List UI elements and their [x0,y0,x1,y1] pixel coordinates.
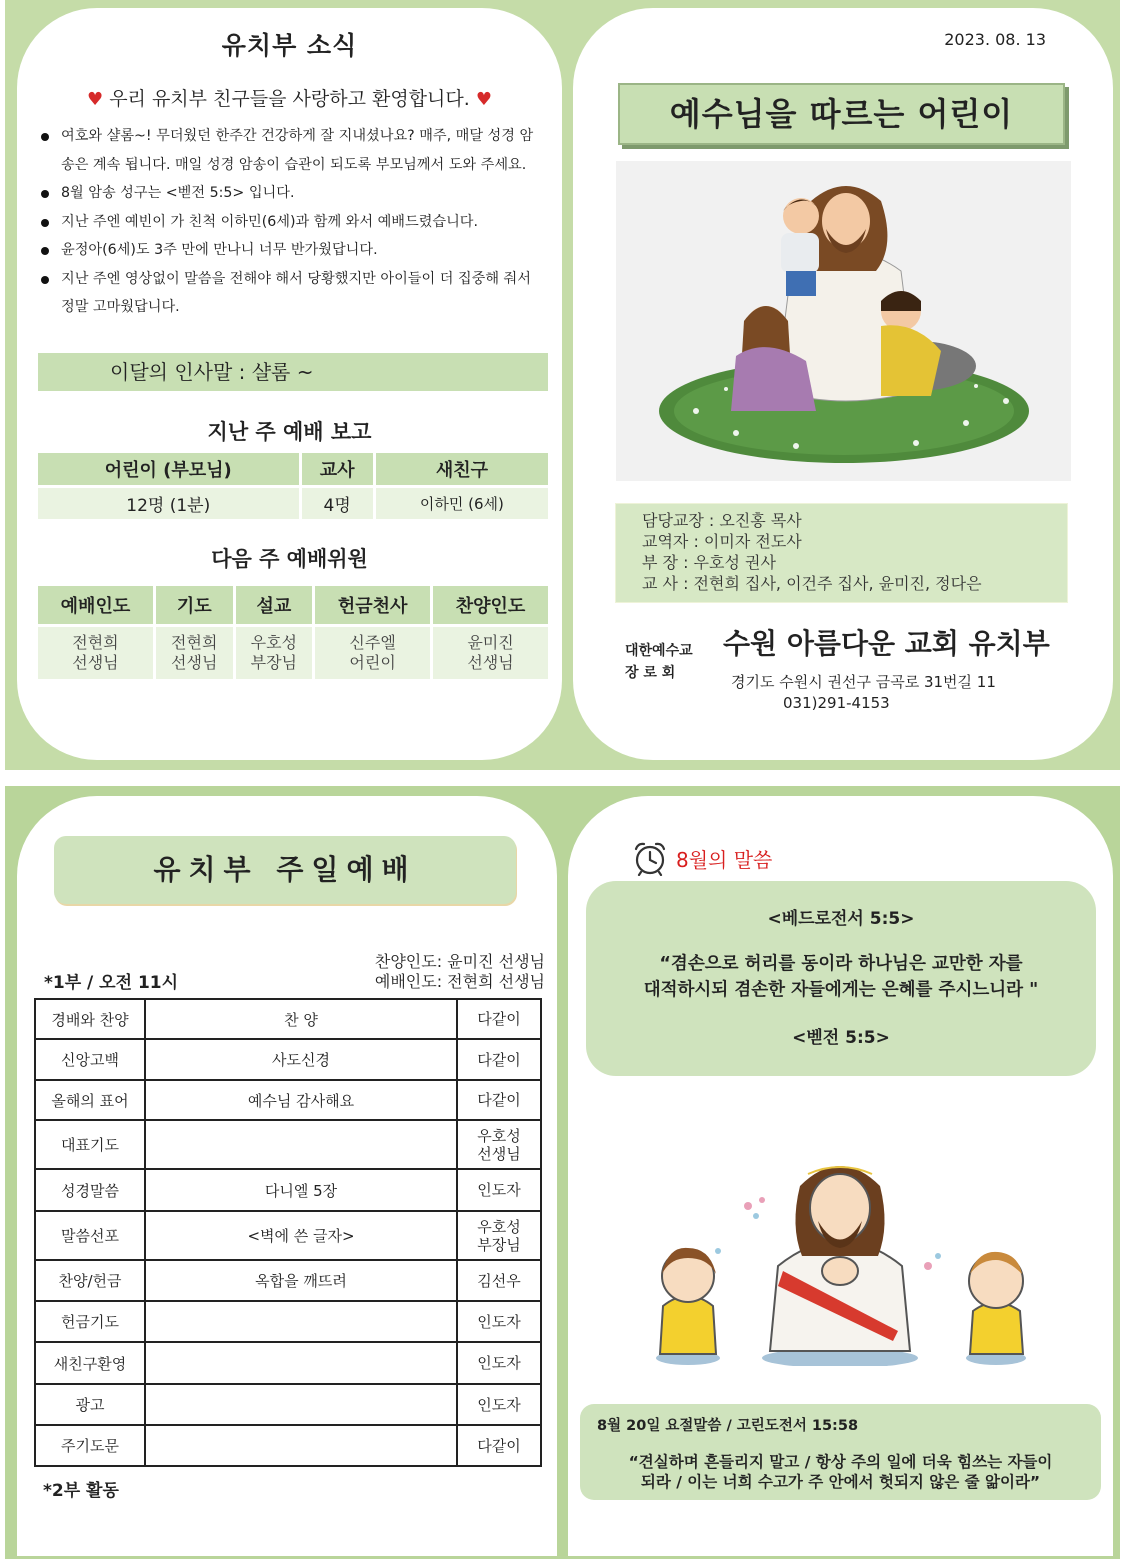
next-week-verse-box [580,1404,1101,1500]
service-leader [457,1342,541,1384]
table-row [35,1080,541,1120]
service-content [145,1342,457,1384]
table-row [35,1260,541,1301]
service-leader [457,1260,541,1301]
staff-name: 윤미진 [467,633,514,652]
service-item: 주기도문 [35,1425,145,1466]
welcome-line [17,84,562,111]
leader-line: 인도자 [477,1395,521,1414]
staff-name: 우호성 [250,633,298,652]
news-list [39,122,544,322]
leader-line: 인도자 [477,1312,521,1331]
service-leader [457,1080,541,1120]
staff-role: 선생님 [72,653,119,672]
staff-role: 부장님 [250,653,298,672]
part2-heading: *2부 활동 [43,1481,119,1501]
leader-line: 우호성 [477,1126,521,1145]
table-header: 교사 [302,453,373,485]
word-panel [568,796,1113,1556]
service-title: 유치부 주일예배 [54,836,516,904]
service-item: 헌금기도 [35,1301,145,1342]
verse-line: 대적하시되 겸손한 자들에게는 은혜를 주시느니라 " [643,980,1039,1000]
praying-jesus-and-children-illustration [628,1146,1048,1366]
service-leader [457,1169,541,1211]
table-row [35,1342,541,1384]
service-item: 새친구환영 [35,1342,145,1384]
denomination-line: 장 로 회 [625,665,676,681]
bulletin-inside-sheet [5,786,1120,1559]
table-cell [315,627,430,679]
service-content: 예수님 감사해요 [145,1080,457,1120]
table-header: 어린이 (부모님) [38,453,299,485]
table-cell [236,627,313,679]
leader-line: 선생님 [477,1144,521,1163]
table-row [35,999,541,1039]
staff-name: 신주엘 [349,633,396,652]
roster-line: 교역자 : 이미자 전도사 [642,532,802,551]
monthly-greeting: 이달의 인사말 : 샬롬 ~ [38,353,548,391]
verse-line: “견실하며 흔들리지 말고 / 항상 주의 일에 더욱 힘쓰는 자들이 [628,1453,1053,1471]
next-verse-text [580,1452,1101,1492]
service-panel [17,796,557,1556]
service-leader [457,999,541,1039]
praise-leader: 찬양인도: 윤미진 선생님 [374,952,545,971]
attendance-report-table [35,450,551,522]
denomination [625,640,693,684]
table-row [38,488,548,519]
staff-name: 전현희 [171,633,218,652]
address-line: 경기도 수원시 권선구 금곡로 31번길 11 [731,673,996,691]
order-of-service-table [34,998,542,1467]
news-item: 윤정아(6세)도 3주 만에 만나니 너무 반가웠답니다. [39,236,544,265]
table-header: 헌금천사 [315,586,430,624]
service-content [145,1384,457,1425]
table-row [35,1039,541,1080]
service-item: 경배와 찬양 [35,999,145,1039]
welcome-text: 우리 유치부 친구들을 사랑하고 환영합니다. [109,88,470,110]
leader-line: 부장님 [477,1235,521,1254]
denomination-line: 대한예수교 [625,643,693,659]
table-header: 찬양인도 [433,586,548,624]
next-staff-table [35,583,551,682]
roster-line: 담당교장 : 오진홍 목사 [642,511,802,530]
leader-line: 인도자 [477,1354,521,1372]
news-item: 여호와 샬롬~! 무더웠던 한주간 건강하게 잘 지내셨나요? 매주, 매달 성경 암송은 계속 됩니다. 매일 성경 암송이 습관이 되도록 부모님께서 도와 주세요. [39,122,544,179]
service-leaders [375,952,545,992]
service-leader [457,1301,541,1342]
service-item: 올해의 표어 [35,1080,145,1120]
church-name: 수원 아름다운 교회 유치부 [723,627,1050,660]
service-leader [457,1425,541,1466]
phone-number: 031)291-4153 [783,694,890,712]
table-header: 설교 [236,586,313,624]
table-header-row [38,586,548,624]
table-cell [156,627,233,679]
table-header: 기도 [156,586,233,624]
service-item: 말씀선포 [35,1211,145,1260]
table-header: 새친구 [376,453,548,485]
heart-icon: ♥ [87,89,104,110]
table-cell: 4명 [302,488,373,519]
staff-role: 어린이 [349,653,396,672]
service-leader [457,1211,541,1260]
memory-verse-box [586,881,1096,1076]
news-panel [17,8,562,760]
leader-line: 다같이 [477,1436,521,1455]
service-content [145,1301,457,1342]
staff-title: 다음 주 예배위원 [211,547,368,571]
leader-line: 다같이 [477,1050,521,1069]
verse-text [586,951,1096,1003]
service-leader [457,1120,541,1169]
jesus-with-children-drawing [616,161,1071,481]
table-row [35,1211,541,1260]
part1-heading: *1부 / 오전 11시 [44,973,179,993]
table-row [35,1301,541,1342]
service-content: 옥합을 깨뜨려 [145,1260,457,1301]
jesus-with-children-illustration [616,161,1071,481]
bulletin-date: 2023. 08. 13 [944,30,1046,49]
table-row [35,1384,541,1425]
report-title: 지난 주 예배 보고 [207,420,372,444]
service-content: <벽에 쓴 글자> [145,1211,457,1260]
table-cell: 이하민 (6세) [376,488,548,519]
service-item: 대표기도 [35,1120,145,1169]
service-content [145,1425,457,1466]
service-leader [457,1039,541,1080]
table-cell: 12명 (1분) [38,488,299,519]
roster-line: 부 장 : 우호성 권사 [642,553,776,572]
bulletin-outside-sheet [5,0,1120,770]
verse-line: “겸손으로 허리를 동이라 하나님은 교만한 자를 [659,954,1023,974]
leader-line: 인도자 [477,1181,521,1199]
service-content: 사도신경 [145,1039,457,1080]
news-item: 지난 주엔 영상없이 말씀을 전해야 해서 당황했지만 아이들이 더 집중해 줘서 정말 고마웠답니다. [39,265,544,322]
staff-role: 선생님 [467,653,514,672]
verse-reference: <베드로전서 5:5> [767,909,915,929]
service-leader [457,1384,541,1425]
service-content: 다니엘 5장 [145,1169,457,1211]
table-header: 예배인도 [38,586,153,624]
alarm-clock-icon [632,840,668,876]
news-item: 지난 주엔 예빈이 가 친척 이하민(6세)과 함께 와서 예배드렸습니다. [39,208,544,237]
service-item: 성경말씀 [35,1169,145,1211]
table-row [35,1120,541,1169]
table-row [38,627,548,679]
service-content: 찬 양 [145,999,457,1039]
cover-panel [573,8,1113,760]
leader-line: 김선우 [477,1271,521,1290]
theme-banner: 예수님을 따르는 어린이 [618,83,1065,145]
table-header-row [38,453,548,485]
next-verse-date: 8월 20일 요절말씀 / 고린도전서 15:58 [597,1418,859,1434]
verse-line: 되라 / 이는 너희 수고가 주 안에서 헛되지 않은 줄 앎이라” [640,1473,1041,1491]
staff-roster [615,503,1068,603]
leader-line: 다같이 [477,1091,521,1109]
service-item: 찬양/헌금 [35,1260,145,1301]
table-cell [433,627,548,679]
verse-short-reference: <벧전 5:5> [792,1028,890,1048]
table-row [35,1425,541,1466]
heart-icon: ♥ [475,89,492,110]
staff-name: 전현희 [72,633,119,652]
staff-role: 선생님 [171,653,218,672]
roster-line: 교 사 : 전현희 집사, 이건주 집사, 윤미진, 정다은 [642,574,982,593]
service-item: 광고 [35,1384,145,1425]
news-item: 8월 암송 성구는 <벧전 5:5> 입니다. [39,179,544,208]
monthly-word-heading: 8월의 말씀 [676,848,773,872]
church-address [731,672,996,714]
leader-line: 다같이 [477,1010,521,1028]
leader-line: 우호성 [477,1217,521,1236]
service-content [145,1120,457,1169]
worship-leader: 예배인도: 전현희 선생님 [374,972,545,991]
table-cell [38,627,153,679]
table-row [35,1169,541,1211]
news-title: 유치부 소식 [221,31,358,60]
service-item: 신앙고백 [35,1039,145,1080]
